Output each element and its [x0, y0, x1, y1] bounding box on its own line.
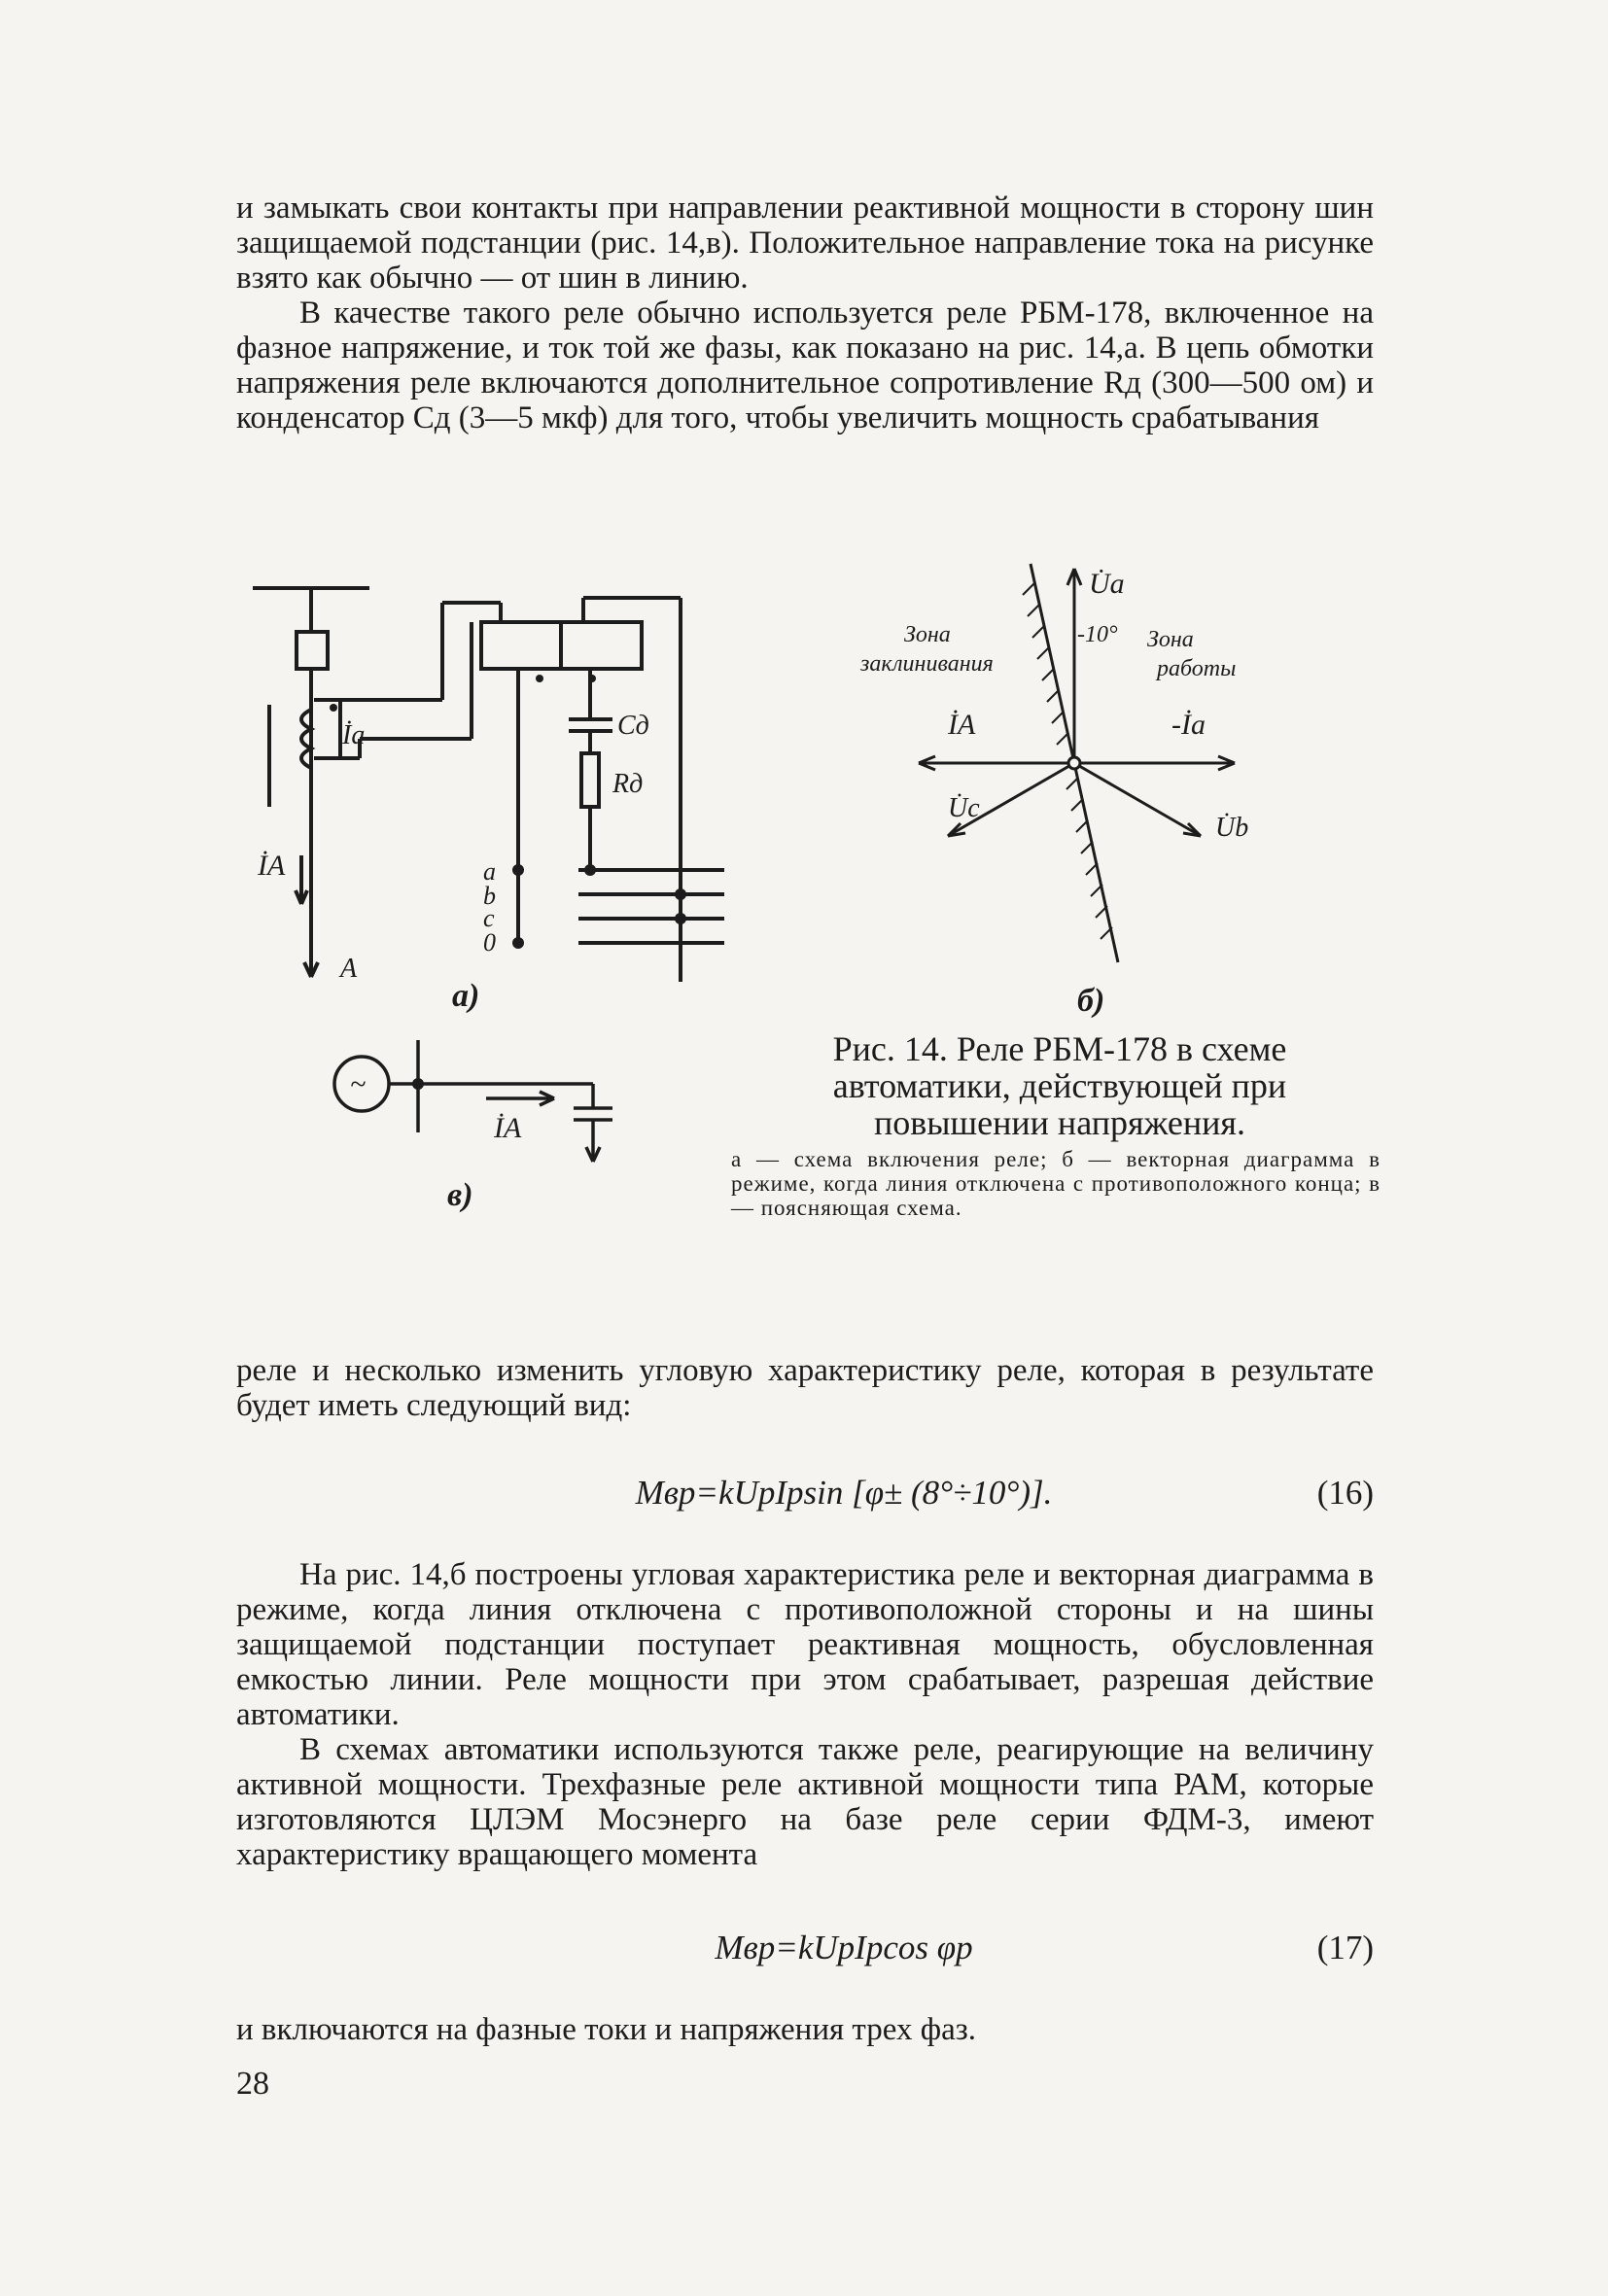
panel-b-label: б) [1077, 983, 1105, 1019]
label-cap: Cд [617, 711, 649, 741]
formula-17-number: (17) [1316, 1929, 1374, 1966]
paragraph-4: и включаются на фазные токи и напряжения трех фаз. [236, 2012, 977, 2047]
label-angle: -10° [1077, 622, 1118, 647]
label-phase-A: A [340, 954, 358, 984]
label-Ub: U̇b [1215, 813, 1249, 843]
paragraph-2: реле и несколько изменить угловую характеристику реле, которая в результате будет иметь следующий вид: [236, 1353, 1374, 1423]
paragraph-1: и замыкать свои контакты при направлении реактивной мощности в сторону шин защищаемой подстанции (рис. 14,в). Положительное направление тока на рисунке взято как обычно — от шин в линию. [236, 191, 1374, 296]
label-IA: İA [258, 850, 286, 882]
panel-a-label: а) [452, 978, 480, 1014]
label-Ua: U̇a [1089, 568, 1125, 600]
figure-caption-legend: а — схема включения реле; б — векторная диаграмма в режиме, когда линия отключена с противоположного конца; в — поясняющая схема. [731, 1147, 1381, 1220]
label-zone-work-2: работы [1157, 656, 1237, 681]
label-ia: İа [342, 720, 366, 750]
label-bus-c: c [483, 904, 495, 932]
label-bus-a: a [483, 857, 496, 886]
label-res: Rд [612, 769, 644, 799]
figure-panel-b [856, 544, 1264, 1021]
formula-16 [236, 1474, 1374, 1514]
label-bus-b: b [483, 882, 496, 910]
generator-icon: ~ [350, 1068, 367, 1100]
label-zone-block-2: заклинивания [860, 651, 994, 677]
figure-caption-title: Рис. 14. Реле РБМ-178 в схеме автоматики, действующей при повышении напряжения. [832, 1029, 1287, 1142]
formula-16-number: (16) [1316, 1474, 1374, 1512]
figure-panel-a [248, 574, 734, 1014]
label-zone-block-1: Зона [904, 622, 951, 647]
formula-16-expr: Mвр=kUрIрsin [φ± (8°÷10°)]. [635, 1474, 1053, 1512]
paragraph-1b: В качестве такого реле обычно используется реле РБМ-178, включенное на фазное напряжение, и ток той же фазы, как показано на рис. 14,а. В цепь обмотки напряжения реле включаются дополнительное сопротивление Rд (300—500 ом) и конденсатор Сд (3—5 мкф) для того, чтобы увеличить мощность срабатывания [236, 296, 1374, 435]
label-bus-0: 0 [483, 928, 496, 957]
label-IA: İA [948, 709, 976, 741]
page-number: 28 [236, 2066, 269, 2102]
label-zone-work-1: Зона [1147, 627, 1194, 652]
formula-17 [236, 1929, 1374, 1969]
panel-v-label: в) [447, 1177, 473, 1213]
label-IA-v: İA [494, 1112, 522, 1144]
paragraph-3: На рис. 14,б построены угловая характеристика реле и векторная диаграмма в режиме, когда линия отключена с противоположной стороны и на шины защищаемой подстанции поступает реактивная мощность, обусловленная емкостью линии. Реле мощности при этом срабатывает, разрешая действие автоматики. [236, 1557, 1374, 1732]
label-minus-Ia: -İa [1171, 709, 1206, 741]
figure-panel-v [321, 1030, 642, 1215]
label-Uc: U̇c [948, 793, 980, 823]
paragraph-3b: В схемах автоматики используются также реле, реагирующие на величину активной мощности. Трехфазные реле активной мощности типа РАМ, которые изготовляются ЦЛЭМ Мосэнерго на базе реле серии ФДМ-3, имеют характеристику вращающего момента [236, 1732, 1374, 1872]
formula-17-expr: Mвр=kUрIрcos φр [715, 1929, 973, 1966]
